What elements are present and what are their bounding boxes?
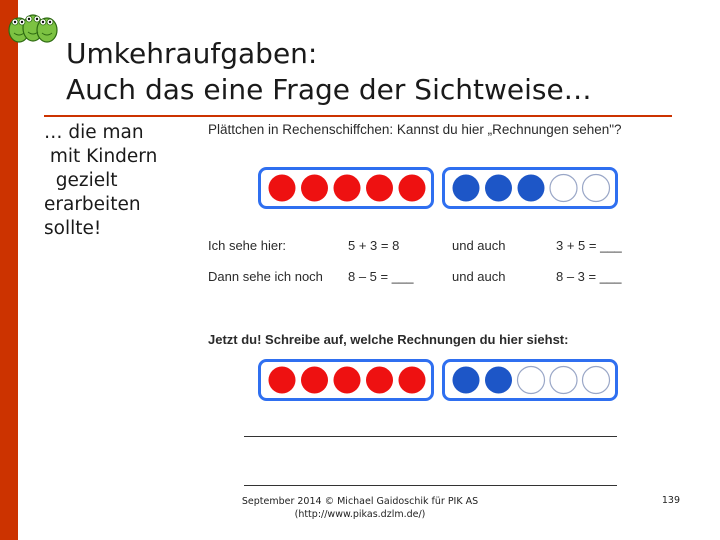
slide-title-line-1: Umkehraufgaben: — [66, 37, 318, 70]
slide-title — [66, 36, 686, 108]
row2-equation-2: 8 – 3 = ___ — [556, 269, 622, 284]
ship1-counter-9-empty — [550, 175, 577, 202]
ship2-counter-4-red — [366, 367, 393, 394]
footer-credit-line-1: September 2014 © Michael Gaidoschik für PIK AS — [241, 496, 479, 507]
row2-connector: und auch — [452, 269, 506, 284]
ship2-counter-1-red — [269, 367, 296, 394]
pikas-frog-logo-icon — [6, 6, 58, 46]
row2-equation-1: 8 – 5 = ___ — [348, 269, 414, 284]
slide-title-line-2: Auch das eine Frage der Sichtweise… — [66, 73, 592, 106]
answer-line-1 — [244, 436, 617, 437]
worksheet-heading: Plättchen in Rechenschiffchen: Kannst du hier „Rechnungen sehen"? — [208, 122, 622, 137]
sidebar-accent-bar — [0, 0, 18, 540]
ship2-counter-5-red — [399, 367, 426, 394]
answer-line-2 — [244, 485, 617, 486]
row2-prefix: Dann sehe ich noch — [208, 269, 323, 284]
calculation-ship-1 — [258, 167, 618, 211]
row1-equation-1: 5 + 3 = 8 — [348, 238, 400, 253]
ship2-counter-8-empty — [518, 367, 545, 394]
row1-equation-2: 3 + 5 = ___ — [556, 238, 622, 253]
ship1-counter-10-empty — [583, 175, 610, 202]
page-number: 139 — [661, 495, 680, 506]
ship1-counter-8-blue — [518, 175, 545, 202]
row1-connector: und auch — [452, 238, 506, 253]
footer-credit-line-2: (http://www.pikas.dzlm.de/) — [294, 509, 426, 520]
ship1-counter-4-red — [366, 175, 393, 202]
ship2-counter-6-blue — [453, 367, 480, 394]
ship2-counter-2-red — [301, 367, 328, 394]
ship1-counter-1-red — [269, 175, 296, 202]
ship1-counter-3-red — [334, 175, 361, 202]
ship1-counter-2-red — [301, 175, 328, 202]
ship2-counter-3-red — [334, 367, 361, 394]
bullet-text: … die man mit Kindern gezielt erarbeiten sollte! — [44, 122, 158, 239]
ship2-counter-7-blue — [485, 367, 512, 394]
title-divider — [44, 115, 672, 117]
calculation-ship-2 — [258, 359, 618, 403]
ship2-counter-9-empty — [550, 367, 577, 394]
worksheet-task: Jetzt du! Schreibe auf, welche Rechnungen du hier siehst: — [208, 332, 569, 347]
ship1-counter-5-red — [399, 175, 426, 202]
row1-prefix: Ich sehe hier: — [208, 238, 287, 253]
ship1-counter-7-blue — [485, 175, 512, 202]
footer-credit — [218, 495, 502, 521]
ship1-counter-6-blue — [453, 175, 480, 202]
ship2-counter-10-empty — [583, 367, 610, 394]
